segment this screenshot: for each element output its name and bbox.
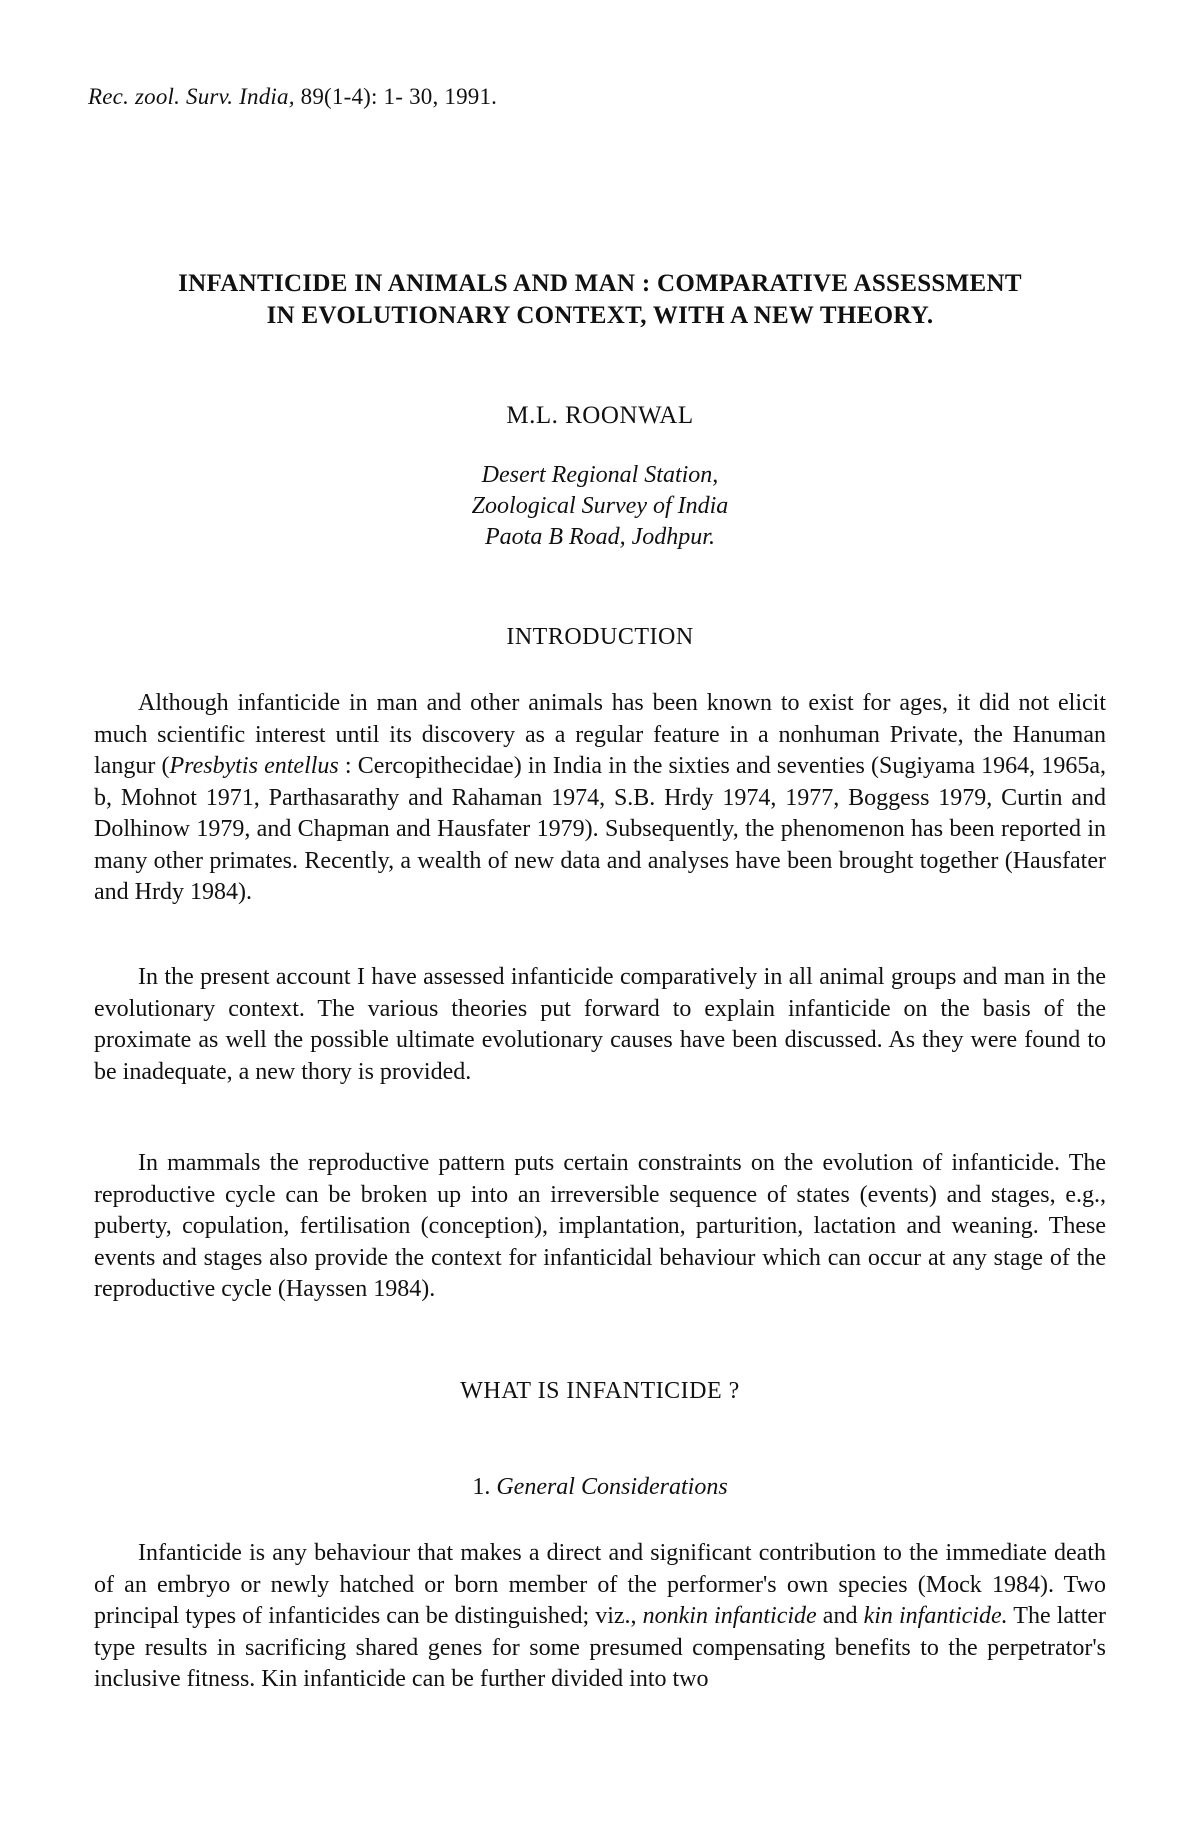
journal-citation — [88, 84, 497, 110]
section-heading-introduction: INTRODUCTION — [506, 624, 694, 650]
pages-year: : 1- 30, 1991. — [371, 84, 498, 109]
author-name: M.L. ROONWAL — [506, 402, 694, 429]
title-line-1: INFANTICIDE IN ANIMALS AND MAN : COMPARATIVE ASSESSMENT — [178, 270, 1022, 297]
author-affiliation — [0, 460, 1200, 553]
subsection-heading-general-considerations — [0, 1474, 1200, 1501]
paragraph-text: Although infanticide in man and other animals has been known to exist for ages, it did not elicit much scientific interest until its discovery as a regular feature in a nonhuman Private, the Hanuman langur ( — [94, 690, 1106, 779]
title-line-2: IN EVOLUTIONARY CONTEXT, WITH A NEW THEORY. — [266, 302, 934, 329]
term-kin-infanticide: kin infanticide. — [863, 1603, 1008, 1629]
species-name: Presbytis entellus — [169, 753, 339, 779]
paragraph-text: : Cercopithecidae) in India in the sixties and seventies (Sugiyama 1964, 1965a, b, Mohnot 1971, Parthasarathy and Rahaman 1974, S.B. Hrdy 1974, 1977, Boggess 1979, Curtin and Dolhinow 1979, and Chapman and Hausfater 1979). Subsequently, the phenomenon has been reported in many other primates. Recently, a wealth of new data and analyses have been brought together (Hausfater and Hrdy 1984). — [94, 753, 1107, 905]
affiliation-line-3: Paota B Road, Jodhpur. — [485, 524, 715, 550]
term-nonkin-infanticide: nonkin infanticide — [642, 1603, 817, 1629]
paragraph-intro-1 — [94, 688, 1106, 909]
journal-name: Rec. zool. Surv. India, — [88, 84, 295, 109]
affiliation-line-1: Desert Regional Station, — [481, 462, 719, 488]
subsection-number: 1. — [472, 1474, 491, 1500]
paper-title — [60, 268, 1140, 332]
paragraph-text: and — [816, 1603, 864, 1629]
subsection-title: General Considerations — [496, 1474, 728, 1500]
volume-issue: 89(1-4) — [300, 84, 372, 109]
paragraph-text: The latter type results in sacrificing shared genes for some presumed compensating benefits to the perpetrator's inclusive fitness. Kin infanticide can be further divided into two — [94, 1603, 1106, 1692]
section-heading-what-is-infanticide: WHAT IS INFANTICIDE ? — [460, 1378, 740, 1404]
paragraph-intro-3: In mammals the reproductive pattern puts certain constraints on the evolution of infanticide. The reproductive cycle can be broken up into an irreversible sequence of states (events) and stages, e.g., puberty, copulation, fertilisation (conception), implantation, parturition, lactation and weaning. These events and stages also provide the context for infanticidal behaviour which can occur at any stage of the reproductive cycle (Hayssen 1984). — [94, 1150, 1106, 1302]
affiliation-line-2: Zoological Survey of India — [471, 493, 729, 519]
paragraph-intro-2: In the present account I have assessed infanticide comparatively in all animal groups and man in the evolutionary context. The various theories put forward to explain infanticide on the basis of the proximate as well the possible ultimate evolutionary causes have been discussed. As they were found to be inadequate, a new thory is provided. — [94, 964, 1106, 1085]
paragraph-general-1 — [94, 1538, 1106, 1696]
paragraph-text: Infanticide is any behaviour that makes a direct and significant contribution to the immediate death of an embryo or newly hatched or born member of the performer's own species (Mock 1984). Two principal types of infanticides can be distinguished; viz., — [94, 1540, 1106, 1629]
